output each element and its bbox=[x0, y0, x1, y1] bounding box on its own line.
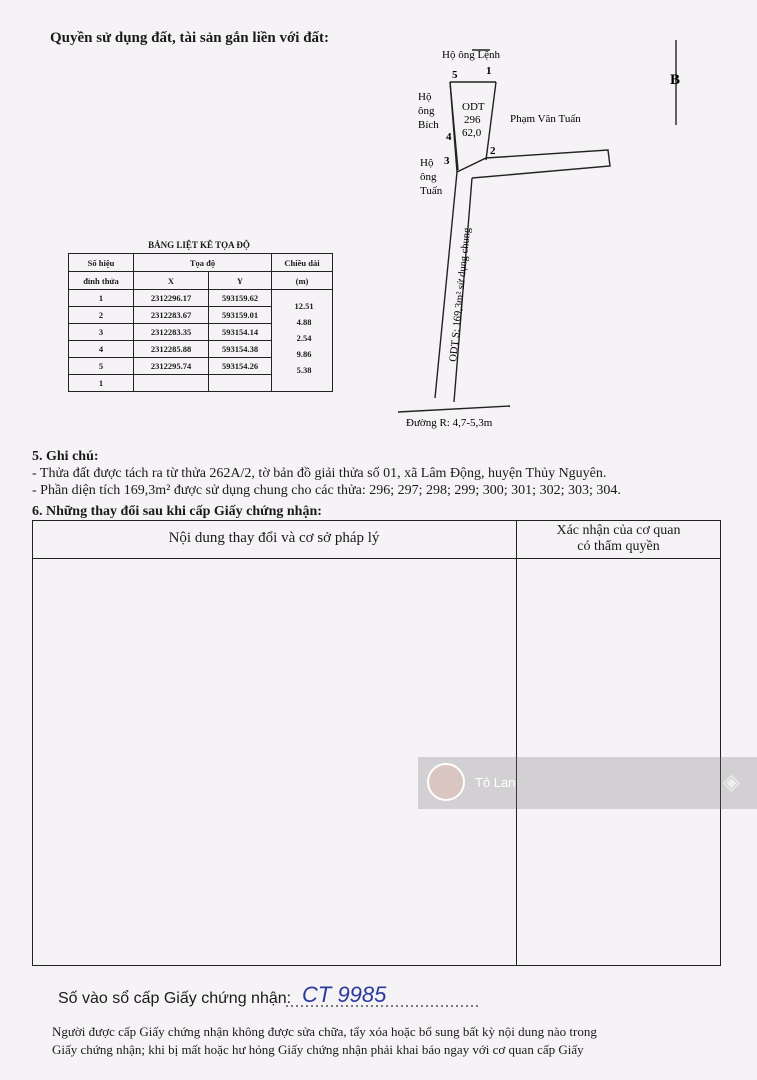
point-1: 1 bbox=[486, 65, 492, 77]
changes-col-content: Nội dung thay đổi và cơ sở pháp lý bbox=[168, 530, 380, 546]
col-len-head-1: Chiều dài bbox=[272, 254, 333, 272]
cert-number-label: Số vào sổ cấp Giấy chứng nhận: bbox=[58, 990, 292, 1007]
col-len-head-2: (m) bbox=[272, 272, 333, 290]
length-1-2: 12.51 bbox=[294, 301, 314, 311]
coord-table-title: BẢNG LIỆT KÊ TỌA ĐỘ bbox=[148, 240, 250, 250]
note-line-1: - Thửa đất được tách ra từ thửa 262A/2, tờ bản đồ giải thửa số 01, xã Lâm Động, huyện Thủy Nguyên. bbox=[32, 466, 607, 481]
length-4-5: 9.86 bbox=[296, 349, 312, 359]
west-top-neighbor-line3: Bích bbox=[418, 119, 439, 131]
west-top-neighbor-line1: Hộ bbox=[418, 91, 432, 103]
col-point-head-2: đỉnh thửa bbox=[69, 272, 134, 290]
changes-table-column-divider bbox=[516, 520, 517, 966]
row-x bbox=[134, 375, 209, 392]
parcel-type: ODT bbox=[462, 101, 485, 113]
row-x: 2312296.17 bbox=[134, 290, 209, 307]
section-header: Quyền sử dụng đất, tài sản gắn liền với đất: bbox=[50, 30, 330, 46]
west-mid-neighbor-line3: Tuấn bbox=[420, 185, 443, 197]
col-y-head: Y bbox=[209, 272, 272, 290]
point-5: 5 bbox=[452, 69, 458, 81]
east-neighbor-label: Phạm Văn Tuấn bbox=[510, 113, 581, 125]
watermark-banner bbox=[418, 757, 757, 809]
row-id: 1 bbox=[69, 375, 134, 392]
parcel-number: 296 bbox=[464, 114, 481, 126]
shared-lane-east bbox=[457, 150, 610, 178]
layers-icon: ◈ bbox=[723, 770, 740, 795]
north-neighbor-label: Hộ ông Lệnh bbox=[442, 49, 501, 61]
length-5-1: 5.38 bbox=[296, 365, 312, 375]
row-x: 2312285.88 bbox=[134, 341, 209, 358]
point-4: 4 bbox=[446, 131, 452, 143]
point-3: 3 bbox=[444, 155, 450, 167]
land-plot-diagram bbox=[380, 40, 710, 440]
row-id: 1 bbox=[69, 290, 134, 307]
row-x: 2312283.35 bbox=[134, 324, 209, 341]
footer-line-2: Giấy chứng nhận; khi bị mất hoặc hư hỏng Giấy chứng nhận phải khai báo ngay với cơ quan cấp Giấy bbox=[52, 1042, 584, 1057]
shared-path-label: ODT S: 169,3m² sử dụng chung bbox=[448, 227, 474, 363]
west-mid-neighbor-line1: Hộ bbox=[420, 157, 434, 169]
changes-table bbox=[32, 520, 721, 966]
note-line-2: - Phần diện tích 169,3m² được sử dụng chung cho các thửa: 296; 297; 298; 299; 300; 301; 302; 303; 304. bbox=[32, 483, 621, 498]
row-id: 3 bbox=[69, 324, 134, 341]
changes-col-confirm-line1: Xác nhận của cơ quan bbox=[556, 523, 681, 538]
point-2: 2 bbox=[490, 145, 496, 157]
row-y: 593154.26 bbox=[209, 358, 272, 375]
west-top-neighbor-line2: ông bbox=[418, 105, 435, 117]
row-y: 593154.14 bbox=[209, 324, 272, 341]
col-x-head: X bbox=[134, 272, 209, 290]
length-column bbox=[278, 298, 330, 378]
changes-table-header-divider bbox=[32, 558, 721, 559]
row-id: 2 bbox=[69, 307, 134, 324]
changes-col-confirm-line2: có thẩm quyền bbox=[577, 539, 660, 554]
row-id: 4 bbox=[69, 341, 134, 358]
cert-number-value: CT 9985 bbox=[302, 982, 387, 1007]
row-y bbox=[209, 375, 272, 392]
row-x: 2312283.67 bbox=[134, 307, 209, 324]
footer-line-1: Người được cấp Giấy chứng nhận không được sửa chữa, tẩy xóa hoặc bổ sung bất kỳ nội dung nào trong bbox=[52, 1024, 597, 1039]
row-x: 2312295.74 bbox=[134, 358, 209, 375]
changes-col-confirm bbox=[516, 523, 721, 555]
avatar bbox=[427, 763, 465, 801]
col-coord-head: Tọa độ bbox=[134, 254, 272, 272]
row-y: 593154.38 bbox=[209, 341, 272, 358]
parcel-west bbox=[450, 82, 457, 172]
watermark-name: Tô Lan bbox=[475, 775, 516, 790]
changes-heading: 6. Những thay đổi sau khi cấp Giấy chứng nhận: bbox=[32, 504, 322, 519]
length-2-3: 4.88 bbox=[296, 317, 312, 327]
west-mid-neighbor-line2: ông bbox=[420, 171, 437, 183]
length-3-4: 2.54 bbox=[296, 333, 312, 343]
row-y: 593159.62 bbox=[209, 290, 272, 307]
col-point-head-1: Số hiệu bbox=[69, 254, 134, 272]
notes-heading: 5. Ghi chú: bbox=[32, 449, 99, 464]
road-line bbox=[398, 406, 510, 412]
row-id: 5 bbox=[69, 358, 134, 375]
shared-path-west bbox=[435, 172, 457, 398]
row-y: 593159.01 bbox=[209, 307, 272, 324]
corner-b-label: B bbox=[670, 72, 681, 88]
road-label: Đường R: 4,7-5,3m bbox=[406, 417, 493, 429]
parcel-area: 62,0 bbox=[462, 127, 482, 139]
